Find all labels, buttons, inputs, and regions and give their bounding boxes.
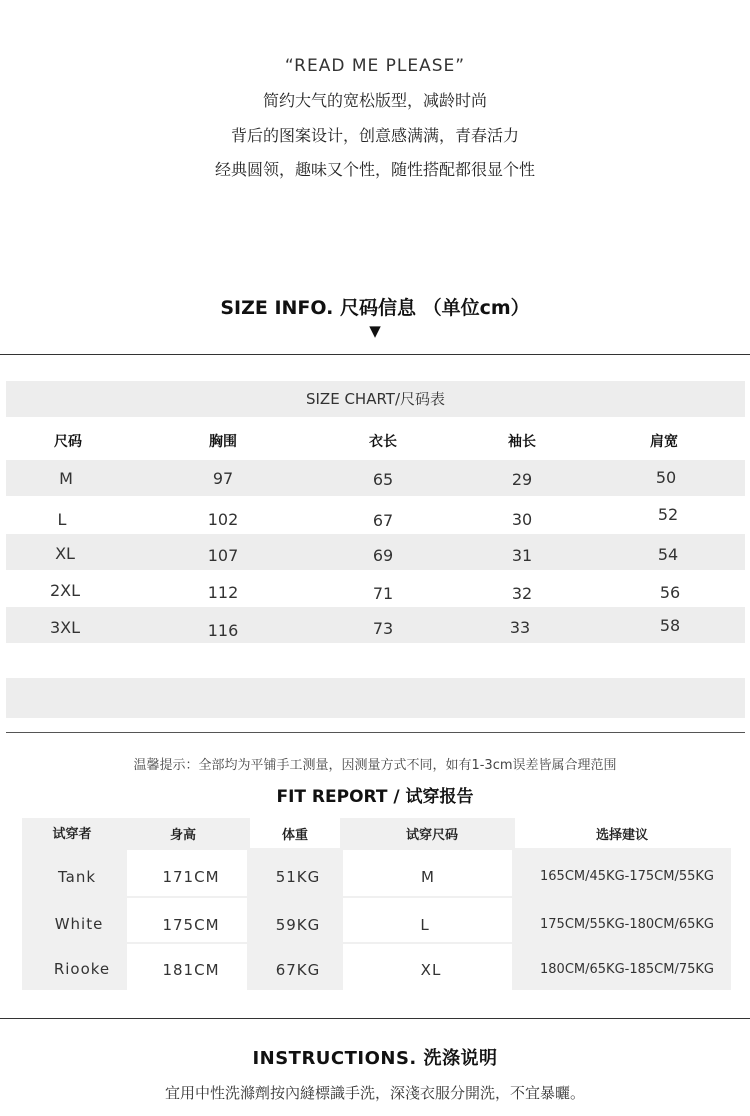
size-chart-cell: M: [59, 469, 73, 488]
intro-line: 简约大气的宽松版型，减龄时尚: [262, 91, 487, 110]
divider: [0, 354, 750, 355]
fit-cell: Riooke: [53, 960, 111, 978]
size-chart-header-cell: 衣长: [369, 434, 397, 450]
fit-row-separator: [343, 942, 512, 944]
size-chart-header-cell: 胸围: [209, 434, 237, 450]
fit-header-cell: 身高: [169, 828, 196, 843]
fit-cell: 181CM: [162, 961, 220, 979]
fit-report-title: FIT REPORT / 试穿报告: [276, 787, 474, 807]
size-chart-cell: 54: [657, 545, 679, 564]
fit-cell: 180CM/65KG-185CM/75KG: [540, 962, 714, 977]
size-chart-cell: 29: [511, 470, 533, 489]
size-chart-cell: 32: [511, 584, 533, 603]
fit-row-separator: [127, 896, 247, 898]
fit-cell: 175CM/55KG-180CM/65KG: [540, 917, 714, 932]
fit-header-cell: 试穿者: [52, 827, 92, 842]
fit-cell: White: [54, 915, 104, 933]
divider: [0, 1018, 750, 1019]
measurement-tip: 温馨提示：全部均为平铺手工测量，因测量方式不同，如有1-3cm误差皆属合理范围: [133, 758, 617, 773]
fit-cell: 67KG: [275, 961, 321, 979]
fit-row-separator: [22, 848, 731, 850]
instructions-text: 宜用中性洗滌劑按內縫標識手洗，深淺衣服分開洗，不宜暴曬。: [164, 1084, 585, 1102]
size-chart-header-cell: 袖长: [508, 434, 536, 450]
size-chart-cell: XL: [55, 544, 75, 563]
fit-cell: L: [420, 916, 430, 934]
fit-cell: Tank: [57, 868, 97, 886]
down-arrow-icon: ▼: [369, 322, 381, 340]
fit-header-cell: 试穿尺码: [405, 828, 458, 843]
fit-header-cell: 体重: [281, 828, 308, 843]
divider: [6, 732, 745, 733]
size-chart-cell: L: [57, 510, 67, 529]
size-chart-cell: 31: [511, 546, 533, 565]
size-chart-cell: 116: [207, 621, 239, 640]
fit-cell: M: [421, 868, 435, 886]
size-chart-cell: 50: [655, 468, 677, 487]
fit-cell: 51KG: [275, 868, 321, 886]
size-chart-cell: 52: [657, 505, 679, 524]
fit-cell: 59KG: [275, 916, 321, 934]
size-chart-cell: 65: [372, 470, 394, 489]
size-chart-cell: 69: [372, 546, 394, 565]
empty-band: [6, 678, 745, 718]
fit-cell: XL: [420, 961, 442, 979]
fit-cell: 165CM/45KG-175CM/55KG: [540, 869, 714, 884]
size-chart-cell: 67: [372, 511, 394, 530]
size-chart-cell: 73: [372, 619, 394, 638]
fit-row-separator: [127, 942, 247, 944]
fit-row-separator: [343, 896, 512, 898]
size-chart-cell: 58: [659, 616, 681, 635]
size-info-title: SIZE INFO. 尺码信息 （单位cm）: [220, 297, 530, 319]
size-chart-cell: 3XL: [49, 618, 81, 637]
size-chart-cell: 71: [372, 584, 394, 603]
size-chart-cell: 2XL: [49, 581, 81, 600]
size-chart-cell: 112: [207, 583, 239, 602]
size-chart-cell: 107: [207, 546, 239, 565]
size-chart-cell: 102: [207, 510, 239, 529]
size-chart-header-cell: 尺码: [54, 434, 82, 450]
size-chart-caption: SIZE CHART/尺码表: [6, 381, 745, 417]
fit-cell: 175CM: [162, 916, 220, 934]
read-me-heading: “READ ME PLEASE”: [284, 56, 466, 76]
intro-line: 背后的图案设计，创意感满满，青春活力: [230, 126, 519, 145]
size-chart-cell: 30: [511, 510, 533, 529]
size-chart-header-cell: 肩宽: [650, 434, 678, 450]
size-chart-cell: 33: [509, 618, 531, 637]
size-chart-cell: 97: [212, 469, 234, 488]
fit-header-cell: 选择建议: [595, 828, 648, 843]
fit-cell: 171CM: [162, 868, 220, 886]
intro-line: 经典圆领，趣味又个性，随性搭配都很显个性: [214, 160, 535, 179]
instructions-title: INSTRUCTIONS. 洗涤说明: [252, 1048, 498, 1069]
size-chart-cell: 56: [659, 583, 681, 602]
